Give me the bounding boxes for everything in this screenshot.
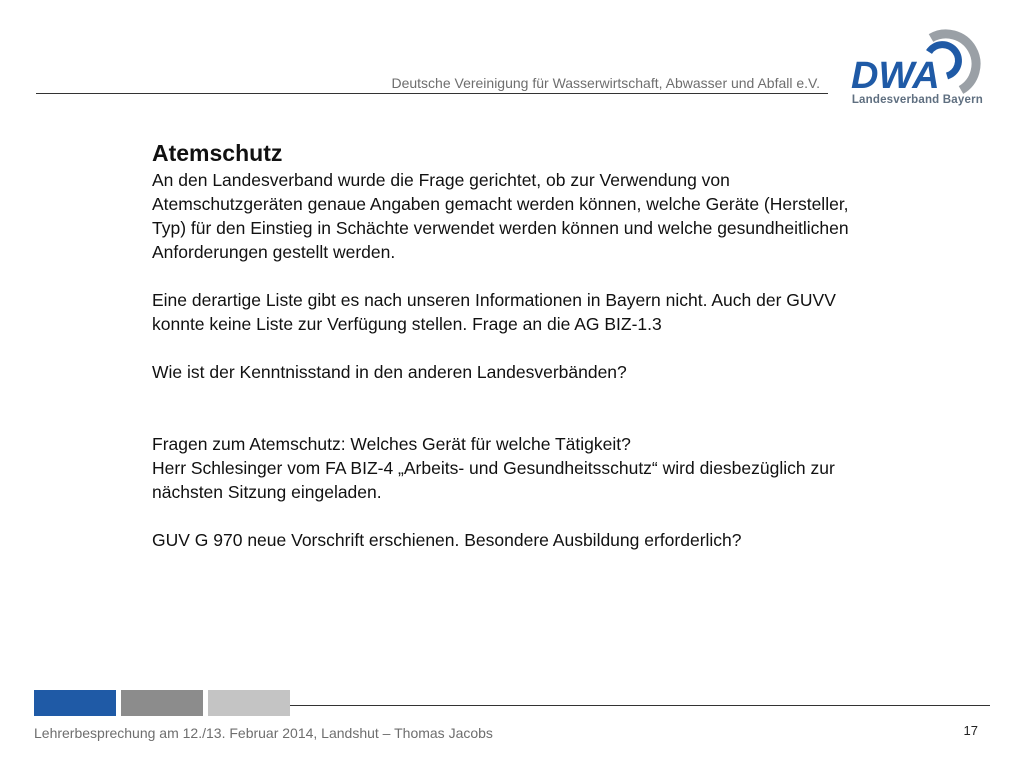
- slide-content: [152, 138, 882, 552]
- paragraph-invitation: Herr Schlesinger vom FA BIZ-4 „Arbeits- und Gesundheitsschutz“ wird diesbezüglich zur nächsten Sitzung eingeladen.: [152, 458, 835, 502]
- paragraph-question: Wie ist der Kenntnisstand in den anderen Landesverbänden?: [152, 362, 627, 382]
- footer-bar-light-gray: [208, 690, 290, 716]
- paragraph-regulation: GUV G 970 neue Vorschrift erschienen. Besondere Ausbildung erforderlich?: [152, 530, 742, 550]
- dwa-logo: [843, 18, 983, 110]
- footer-divider: [290, 705, 990, 706]
- footer-text: Lehrerbesprechung am 12./13. Februar 2014, Landshut – Thomas Jacobs: [34, 725, 493, 741]
- organization-name: Deutsche Vereinigung für Wasserwirtschaft, Abwasser und Abfall e.V.: [391, 75, 820, 91]
- logo-subtitle: Landesverband Bayern: [851, 94, 983, 106]
- footer-bar-dark-gray: [121, 690, 203, 716]
- logo-wordmark: DWA: [851, 55, 940, 97]
- slide-title: Atemschutz: [152, 140, 283, 166]
- page-number: 17: [963, 723, 978, 738]
- paragraph-no-list: Eine derartige Liste gibt es nach unseren Informationen in Bayern nicht. Auch der GUVV konnte keine Liste zur Verfügung stellen. Frage an die AG BIZ-1.3: [152, 290, 836, 334]
- paragraph-device-question: Fragen zum Atemschutz: Welches Gerät für welche Tätigkeit?: [152, 434, 631, 454]
- footer-bar-blue: [34, 690, 116, 716]
- header-divider: [36, 93, 828, 94]
- paragraph-inquiry: An den Landesverband wurde die Frage gerichtet, ob zur Verwendung von Atemschutzgeräten genaue Angaben gemacht werden können, welche Geräte (Hersteller, Typ) für den Einstieg in Schächte verwendet werden können und welche gesundheitlichen Anforderungen gestellt werden.: [152, 170, 849, 262]
